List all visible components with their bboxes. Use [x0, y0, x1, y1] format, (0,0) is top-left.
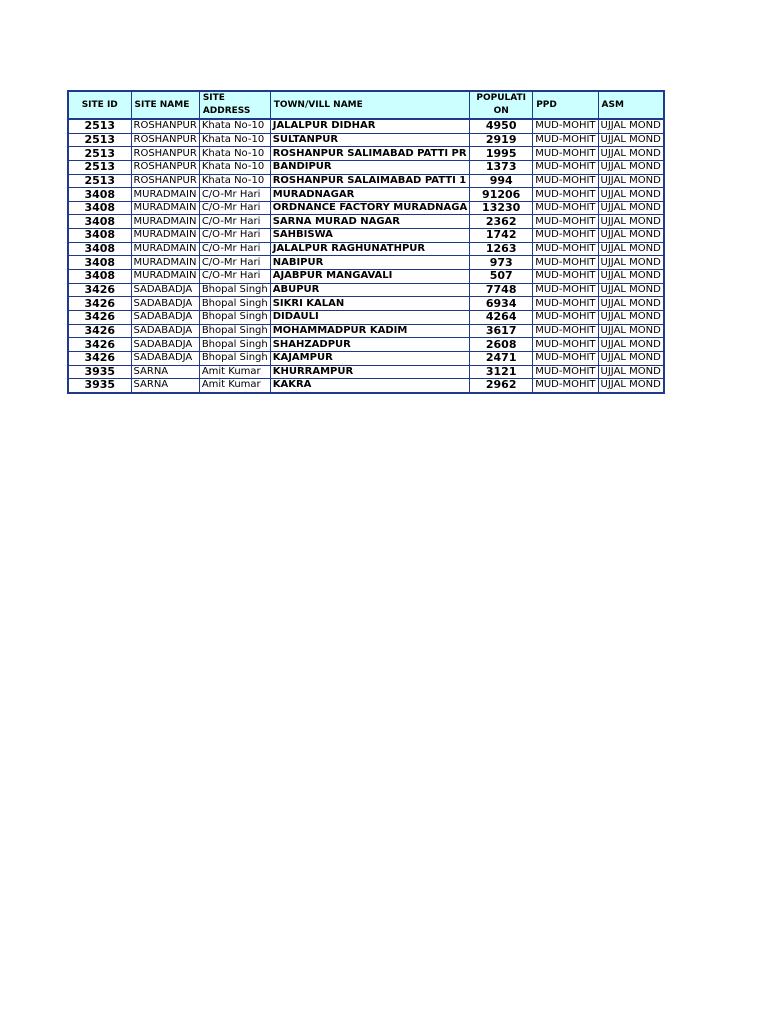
cell-asm[interactable]: UJJAL MOND — [598, 174, 664, 188]
cell-site-address[interactable]: Amit Kumar — [199, 365, 270, 379]
cell-asm[interactable]: UJJAL MOND — [598, 201, 664, 215]
cell-town-vill-name[interactable]: KAKRA — [270, 379, 469, 393]
site-population-table — [67, 90, 665, 394]
cell-ppd[interactable]: MUD-MOHIT — [533, 215, 598, 229]
cell-site-name[interactable]: ROSHANPUR — [131, 133, 199, 147]
cell-site-name[interactable]: SADABADJA — [131, 338, 199, 352]
cell-site-id[interactable]: 2513 — [68, 160, 131, 174]
cell-site-address[interactable]: Bhopal Singh — [199, 283, 270, 297]
cell-site-id[interactable]: 3408 — [68, 242, 131, 256]
cell-site-address[interactable]: C/O-Mr Hari — [199, 215, 270, 229]
cell-asm[interactable]: UJJAL MOND — [598, 297, 664, 311]
cell-site-address[interactable]: Bhopal Singh — [199, 310, 270, 324]
table-row — [68, 147, 664, 161]
cell-ppd[interactable]: MUD-MOHIT — [533, 229, 598, 243]
cell-town-vill-name[interactable]: SULTANPUR — [270, 133, 469, 147]
cell-ppd[interactable]: MUD-MOHIT — [533, 338, 598, 352]
table-row — [68, 188, 664, 202]
cell-asm[interactable]: UJJAL MOND — [598, 119, 664, 133]
table-row — [68, 297, 664, 311]
cell-site-name[interactable]: SADABADJA — [131, 283, 199, 297]
cell-town-vill-name[interactable]: SIKRI KALAN — [270, 297, 469, 311]
cell-population[interactable]: 6934 — [470, 297, 533, 311]
cell-ppd[interactable]: MUD-MOHIT — [533, 201, 598, 215]
table-row — [68, 379, 664, 393]
header-population-line-2: ON — [493, 106, 509, 116]
cell-site-name[interactable]: SADABADJA — [131, 297, 199, 311]
cell-ppd[interactable]: MUD-MOHIT — [533, 174, 598, 188]
cell-ppd[interactable]: MUD-MOHIT — [533, 310, 598, 324]
table-row — [68, 283, 664, 297]
cell-site-id[interactable]: 3426 — [68, 310, 131, 324]
cell-site-address[interactable]: C/O-Mr Hari — [199, 270, 270, 284]
cell-site-name[interactable]: SADABADJA — [131, 351, 199, 365]
table-row — [68, 229, 664, 243]
cell-population[interactable]: 1263 — [470, 242, 533, 256]
header-town-vill-name[interactable]: TOWN/VILL NAME — [270, 91, 469, 119]
cell-site-name[interactable]: MURADMAIN — [131, 256, 199, 270]
table-body — [68, 119, 664, 393]
cell-ppd[interactable]: MUD-MOHIT — [533, 133, 598, 147]
cell-asm[interactable]: UJJAL MOND — [598, 229, 664, 243]
cell-site-address[interactable]: C/O-Mr Hari — [199, 201, 270, 215]
cell-site-address[interactable]: Bhopal Singh — [199, 297, 270, 311]
cell-asm[interactable]: UJJAL MOND — [598, 147, 664, 161]
cell-site-name[interactable]: MURADMAIN — [131, 270, 199, 284]
table-row — [68, 133, 664, 147]
cell-town-vill-name[interactable]: DIDAULI — [270, 310, 469, 324]
cell-town-vill-name[interactable]: ROSHANPUR SALIMABAD PATTI PR — [270, 147, 469, 161]
cell-site-address[interactable]: C/O-Mr Hari — [199, 229, 270, 243]
header-asm[interactable]: ASM — [598, 91, 664, 119]
cell-site-id[interactable]: 2513 — [68, 133, 131, 147]
cell-asm[interactable]: UJJAL MOND — [598, 283, 664, 297]
cell-site-id[interactable]: 3935 — [68, 379, 131, 393]
table-row — [68, 324, 664, 338]
cell-site-id[interactable]: 3426 — [68, 324, 131, 338]
table-row — [68, 119, 664, 133]
cell-site-name[interactable]: ROSHANPUR — [131, 147, 199, 161]
cell-site-address[interactable]: Khata No-10 — [199, 133, 270, 147]
cell-ppd[interactable]: MUD-MOHIT — [533, 256, 598, 270]
table-row — [68, 365, 664, 379]
cell-site-id[interactable]: 2513 — [68, 147, 131, 161]
cell-asm[interactable]: UJJAL MOND — [598, 310, 664, 324]
cell-asm[interactable]: UJJAL MOND — [598, 242, 664, 256]
cell-population[interactable]: 994 — [470, 174, 533, 188]
table-row — [68, 310, 664, 324]
cell-site-name[interactable]: ROSHANPUR — [131, 119, 199, 133]
table-row — [68, 351, 664, 365]
table-row — [68, 174, 664, 188]
cell-site-address[interactable]: Bhopal Singh — [199, 351, 270, 365]
header-site-id[interactable]: SITE ID — [68, 91, 131, 119]
cell-town-vill-name[interactable]: ABUPUR — [270, 283, 469, 297]
cell-population[interactable]: 2362 — [470, 215, 533, 229]
table-row — [68, 270, 664, 284]
table-row — [68, 242, 664, 256]
cell-ppd[interactable]: MUD-MOHIT — [533, 188, 598, 202]
cell-town-vill-name[interactable]: SAHBISWA — [270, 229, 469, 243]
cell-asm[interactable]: UJJAL MOND — [598, 160, 664, 174]
cell-population[interactable]: 3617 — [470, 324, 533, 338]
cell-site-address[interactable]: Khata No-10 — [199, 160, 270, 174]
cell-site-name[interactable]: SARNA — [131, 365, 199, 379]
cell-town-vill-name[interactable]: KHURRAMPUR — [270, 365, 469, 379]
cell-population[interactable]: 3121 — [470, 365, 533, 379]
cell-site-id[interactable]: 2513 — [68, 119, 131, 133]
cell-population[interactable]: 2608 — [470, 338, 533, 352]
cell-site-id[interactable]: 3408 — [68, 215, 131, 229]
cell-town-vill-name[interactable]: SARNA MURAD NAGAR — [270, 215, 469, 229]
cell-site-name[interactable]: SADABADJA — [131, 324, 199, 338]
cell-site-address[interactable]: C/O-Mr Hari — [199, 256, 270, 270]
cell-town-vill-name[interactable]: JALALPUR DIDHAR — [270, 119, 469, 133]
cell-ppd[interactable]: MUD-MOHIT — [533, 270, 598, 284]
cell-town-vill-name[interactable]: SHAHZADPUR — [270, 338, 469, 352]
cell-ppd[interactable]: MUD-MOHIT — [533, 119, 598, 133]
cell-site-name[interactable]: MURADMAIN — [131, 188, 199, 202]
cell-site-name[interactable]: MURADMAIN — [131, 215, 199, 229]
cell-site-name[interactable]: MURADMAIN — [131, 229, 199, 243]
cell-site-name[interactable]: ROSHANPUR — [131, 174, 199, 188]
cell-site-id[interactable]: 3426 — [68, 351, 131, 365]
header-site-name[interactable]: SITE NAME — [131, 91, 199, 119]
table-row — [68, 160, 664, 174]
cell-site-name[interactable]: SARNA — [131, 379, 199, 393]
cell-site-name[interactable]: SADABADJA — [131, 310, 199, 324]
cell-site-id[interactable]: 3408 — [68, 201, 131, 215]
cell-site-id[interactable]: 3408 — [68, 270, 131, 284]
cell-population[interactable]: 13230 — [470, 201, 533, 215]
cell-site-id[interactable]: 2513 — [68, 174, 131, 188]
cell-asm[interactable]: UJJAL MOND — [598, 215, 664, 229]
header-population-line-1: POPULATI — [476, 93, 526, 103]
cell-site-address[interactable]: Khata No-10 — [199, 147, 270, 161]
cell-site-name[interactable]: ROSHANPUR — [131, 160, 199, 174]
header-ppd[interactable]: PPD — [533, 91, 598, 119]
cell-town-vill-name[interactable]: ORDNANCE FACTORY MURADNAGA — [270, 201, 469, 215]
cell-population[interactable]: 2919 — [470, 133, 533, 147]
cell-population[interactable]: 4264 — [470, 310, 533, 324]
cell-site-name[interactable]: MURADMAIN — [131, 242, 199, 256]
cell-asm[interactable]: UJJAL MOND — [598, 351, 664, 365]
cell-population[interactable]: 1995 — [470, 147, 533, 161]
cell-town-vill-name[interactable]: NABIPUR — [270, 256, 469, 270]
table-row — [68, 201, 664, 215]
cell-town-vill-name[interactable]: KAJAMPUR — [270, 351, 469, 365]
cell-ppd[interactable]: MUD-MOHIT — [533, 379, 598, 393]
cell-town-vill-name[interactable]: MURADNAGAR — [270, 188, 469, 202]
header-site-address[interactable]: SITE ADDRESS — [199, 91, 270, 119]
cell-population[interactable]: 2471 — [470, 351, 533, 365]
cell-asm[interactable]: UJJAL MOND — [598, 256, 664, 270]
cell-ppd[interactable]: MUD-MOHIT — [533, 283, 598, 297]
cell-ppd[interactable]: MUD-MOHIT — [533, 147, 598, 161]
cell-asm[interactable]: UJJAL MOND — [598, 338, 664, 352]
cell-asm[interactable]: UJJAL MOND — [598, 365, 664, 379]
cell-ppd[interactable]: MUD-MOHIT — [533, 160, 598, 174]
cell-site-id[interactable]: 3426 — [68, 297, 131, 311]
cell-site-id[interactable]: 3426 — [68, 338, 131, 352]
cell-population[interactable]: 2962 — [470, 379, 533, 393]
cell-site-address[interactable]: Bhopal Singh — [199, 338, 270, 352]
cell-town-vill-name[interactable]: MOHAMMADPUR KADIM — [270, 324, 469, 338]
header-population[interactable] — [470, 91, 533, 119]
cell-site-id[interactable]: 3935 — [68, 365, 131, 379]
cell-population[interactable]: 1742 — [470, 229, 533, 243]
cell-asm[interactable]: UJJAL MOND — [598, 379, 664, 393]
cell-town-vill-name[interactable]: BANDIPUR — [270, 160, 469, 174]
cell-population[interactable]: 7748 — [470, 283, 533, 297]
cell-site-name[interactable]: MURADMAIN — [131, 201, 199, 215]
cell-site-id[interactable]: 3408 — [68, 188, 131, 202]
cell-site-address[interactable]: C/O-Mr Hari — [199, 188, 270, 202]
cell-asm[interactable]: UJJAL MOND — [598, 270, 664, 284]
cell-site-id[interactable]: 3426 — [68, 283, 131, 297]
cell-site-id[interactable]: 3408 — [68, 229, 131, 243]
cell-site-address[interactable]: C/O-Mr Hari — [199, 242, 270, 256]
cell-ppd[interactable]: MUD-MOHIT — [533, 365, 598, 379]
cell-ppd[interactable]: MUD-MOHIT — [533, 351, 598, 365]
cell-ppd[interactable]: MUD-MOHIT — [533, 297, 598, 311]
table-row — [68, 215, 664, 229]
cell-population[interactable]: 973 — [470, 256, 533, 270]
cell-ppd[interactable]: MUD-MOHIT — [533, 324, 598, 338]
cell-site-address[interactable]: Khata No-10 — [199, 119, 270, 133]
cell-asm[interactable]: UJJAL MOND — [598, 324, 664, 338]
cell-population[interactable]: 1373 — [470, 160, 533, 174]
cell-site-address[interactable]: Bhopal Singh — [199, 324, 270, 338]
cell-site-address[interactable]: Amit Kumar — [199, 379, 270, 393]
cell-town-vill-name[interactable]: ROSHANPUR SALAIMABAD PATTI 1 — [270, 174, 469, 188]
cell-town-vill-name[interactable]: AJABPUR MANGAVALI — [270, 270, 469, 284]
cell-site-id[interactable]: 3408 — [68, 256, 131, 270]
cell-town-vill-name[interactable]: JALALPUR RAGHUNATHPUR — [270, 242, 469, 256]
cell-population[interactable]: 4950 — [470, 119, 533, 133]
cell-asm[interactable]: UJJAL MOND — [598, 188, 664, 202]
table-row — [68, 256, 664, 270]
table-row — [68, 338, 664, 352]
cell-population[interactable]: 507 — [470, 270, 533, 284]
cell-population[interactable]: 91206 — [470, 188, 533, 202]
cell-site-address[interactable]: Khata No-10 — [199, 174, 270, 188]
cell-ppd[interactable]: MUD-MOHIT — [533, 242, 598, 256]
header-row — [68, 91, 664, 119]
cell-asm[interactable]: UJJAL MOND — [598, 133, 664, 147]
